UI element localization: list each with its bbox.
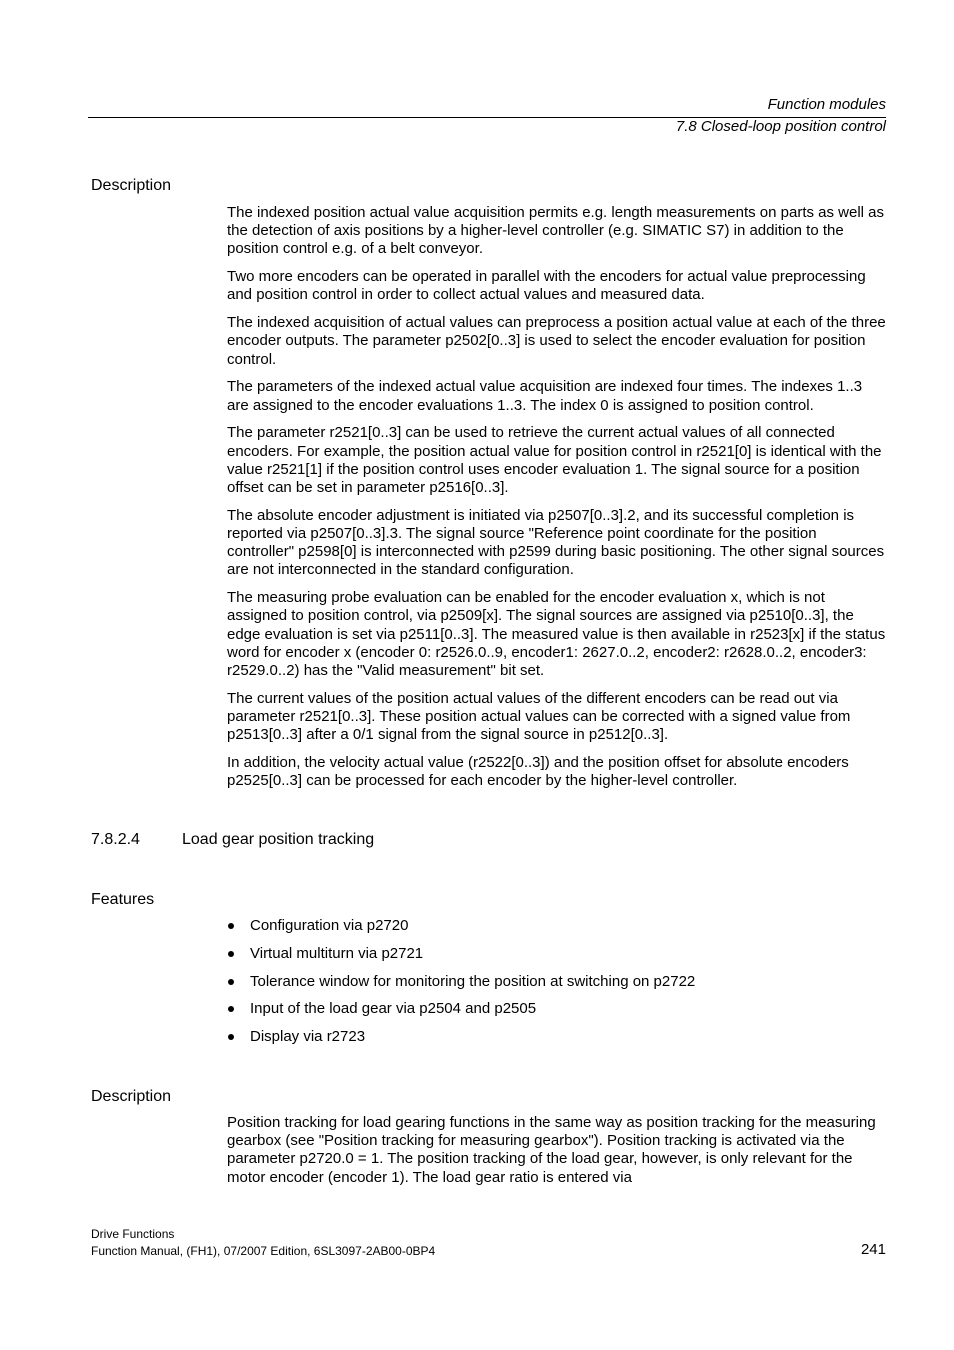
running-header-section: 7.8 Closed-loop position control — [675, 118, 886, 135]
list-item-text: Tolerance window for monitoring the position at switching on p2722 — [250, 972, 696, 990]
section-number: 7.8.2.4 — [91, 831, 140, 848]
footer-title: Drive Functions — [91, 1227, 175, 1241]
footer-edition: Function Manual, (FH1), 07/2007 Edition, 6SL3097-2AB00-0BP4 — [91, 1244, 436, 1258]
paragraph: The indexed position actual value acquisition permits e.g. length measurements on parts as well as the detection of axis positions by a higher-level controller (e.g. SIMATIC S7) in addition to the position control e.g. of a belt conveyor. — [227, 204, 885, 258]
list-item — [227, 1028, 887, 1056]
paragraph: The measuring probe evaluation can be enabled for the encoder evaluation x, which is not assigned to position control, via p2509[x]. The signal sources are assigned via p2510[0..3], the edge evaluation is set via p2511[0..3]. The measured value is then available in r2523[x] if the status word for encoder x (encoder 0: r2526.0..9, encoder1: 2627.0..2, encoder2: r2628.0..2, encoder3: r2529.0..2) has the "Valid measurement" bit set. — [227, 589, 886, 680]
description-heading: Description — [91, 1088, 172, 1105]
paragraph: Two more encoders can be operated in parallel with the encoders for actual value preprocessing and position control in order to collect actual values and measured data. — [227, 268, 866, 304]
paragraph: The absolute encoder adjustment is initiated via p2507[0..3].2, and its successful completion is reported via p2507[0..3].3. The signal source "Reference point coordinate for the position controller" p2598[0] is interconnected with p2599 during basic positioning. The other signal sources are not interconnected in the standard configuration. — [227, 506, 885, 579]
paragraph: The indexed acquisition of actual values can preprocess a position actual value at each of the three encoder outputs. The parameter p2502[0..3] is used to select the encoder evaluation for position control. — [227, 314, 886, 368]
paragraph: The parameter r2521[0..3] can be used to retrieve the current actual values of all connected encoders. For example, the position actual value for position control in r2521[0] is identical with the value r2521[1] if the position control uses encoder evaluation 1. The signal source for a position offset can be set in parameter p2516[0..3]. — [227, 424, 882, 497]
running-header-chapter: Function modules — [767, 96, 886, 113]
description-heading: Description — [91, 177, 172, 194]
list-item-text: Display via r2723 — [250, 1028, 366, 1046]
paragraph: The current values of the position actual values of the different encoders can be read out via parameter r2521[0..3]. These position actual values can be corrected with a signed value from p2513[0..3] after a 0/1 signal from the signal source in p2512[0..3]. — [227, 689, 851, 744]
bullet-icon — [228, 951, 234, 957]
paragraph: Position tracking for load gearing functions in the same way as position tracking for the measuring gearbox (see "Position tracking for measuring gearbox"). Position tracking is activated via the parameter p2720.0 = 1. The position tracking of the load gear, however, is only relevant for the motor encoder (encoder 1). The load gear ratio is entered via — [227, 1114, 876, 1186]
paragraph: In addition, the velocity actual value (r2522[0..3]) and the position offset for absolute encoders p2525[0..3] can be processed for each encoder by the higher-level controller. — [227, 754, 849, 790]
description-body — [227, 204, 887, 800]
list-item-text: Virtual multiturn via p2721 — [250, 944, 424, 962]
features-list — [227, 917, 887, 1056]
bullet-icon — [228, 1034, 234, 1040]
list-item — [227, 973, 887, 1001]
list-item — [227, 945, 887, 973]
list-item — [227, 917, 887, 945]
paragraph: The parameters of the indexed actual value acquisition are indexed four times. The indexes 1..3 are assigned to the encoder evaluations 1..3. The index 0 is assigned to position control. — [227, 378, 863, 414]
list-item — [227, 1000, 887, 1028]
list-item-text: Configuration via p2720 — [250, 917, 409, 934]
bullet-icon — [228, 923, 234, 929]
section-title: Load gear position tracking — [182, 831, 375, 848]
description-body — [227, 1114, 887, 1196]
page-number: 241 — [860, 1241, 886, 1258]
features-heading: Features — [91, 891, 155, 908]
bullet-icon — [228, 1006, 234, 1012]
list-item-text: Input of the load gear via p2504 and p2505 — [250, 1000, 537, 1018]
bullet-icon — [228, 979, 234, 985]
